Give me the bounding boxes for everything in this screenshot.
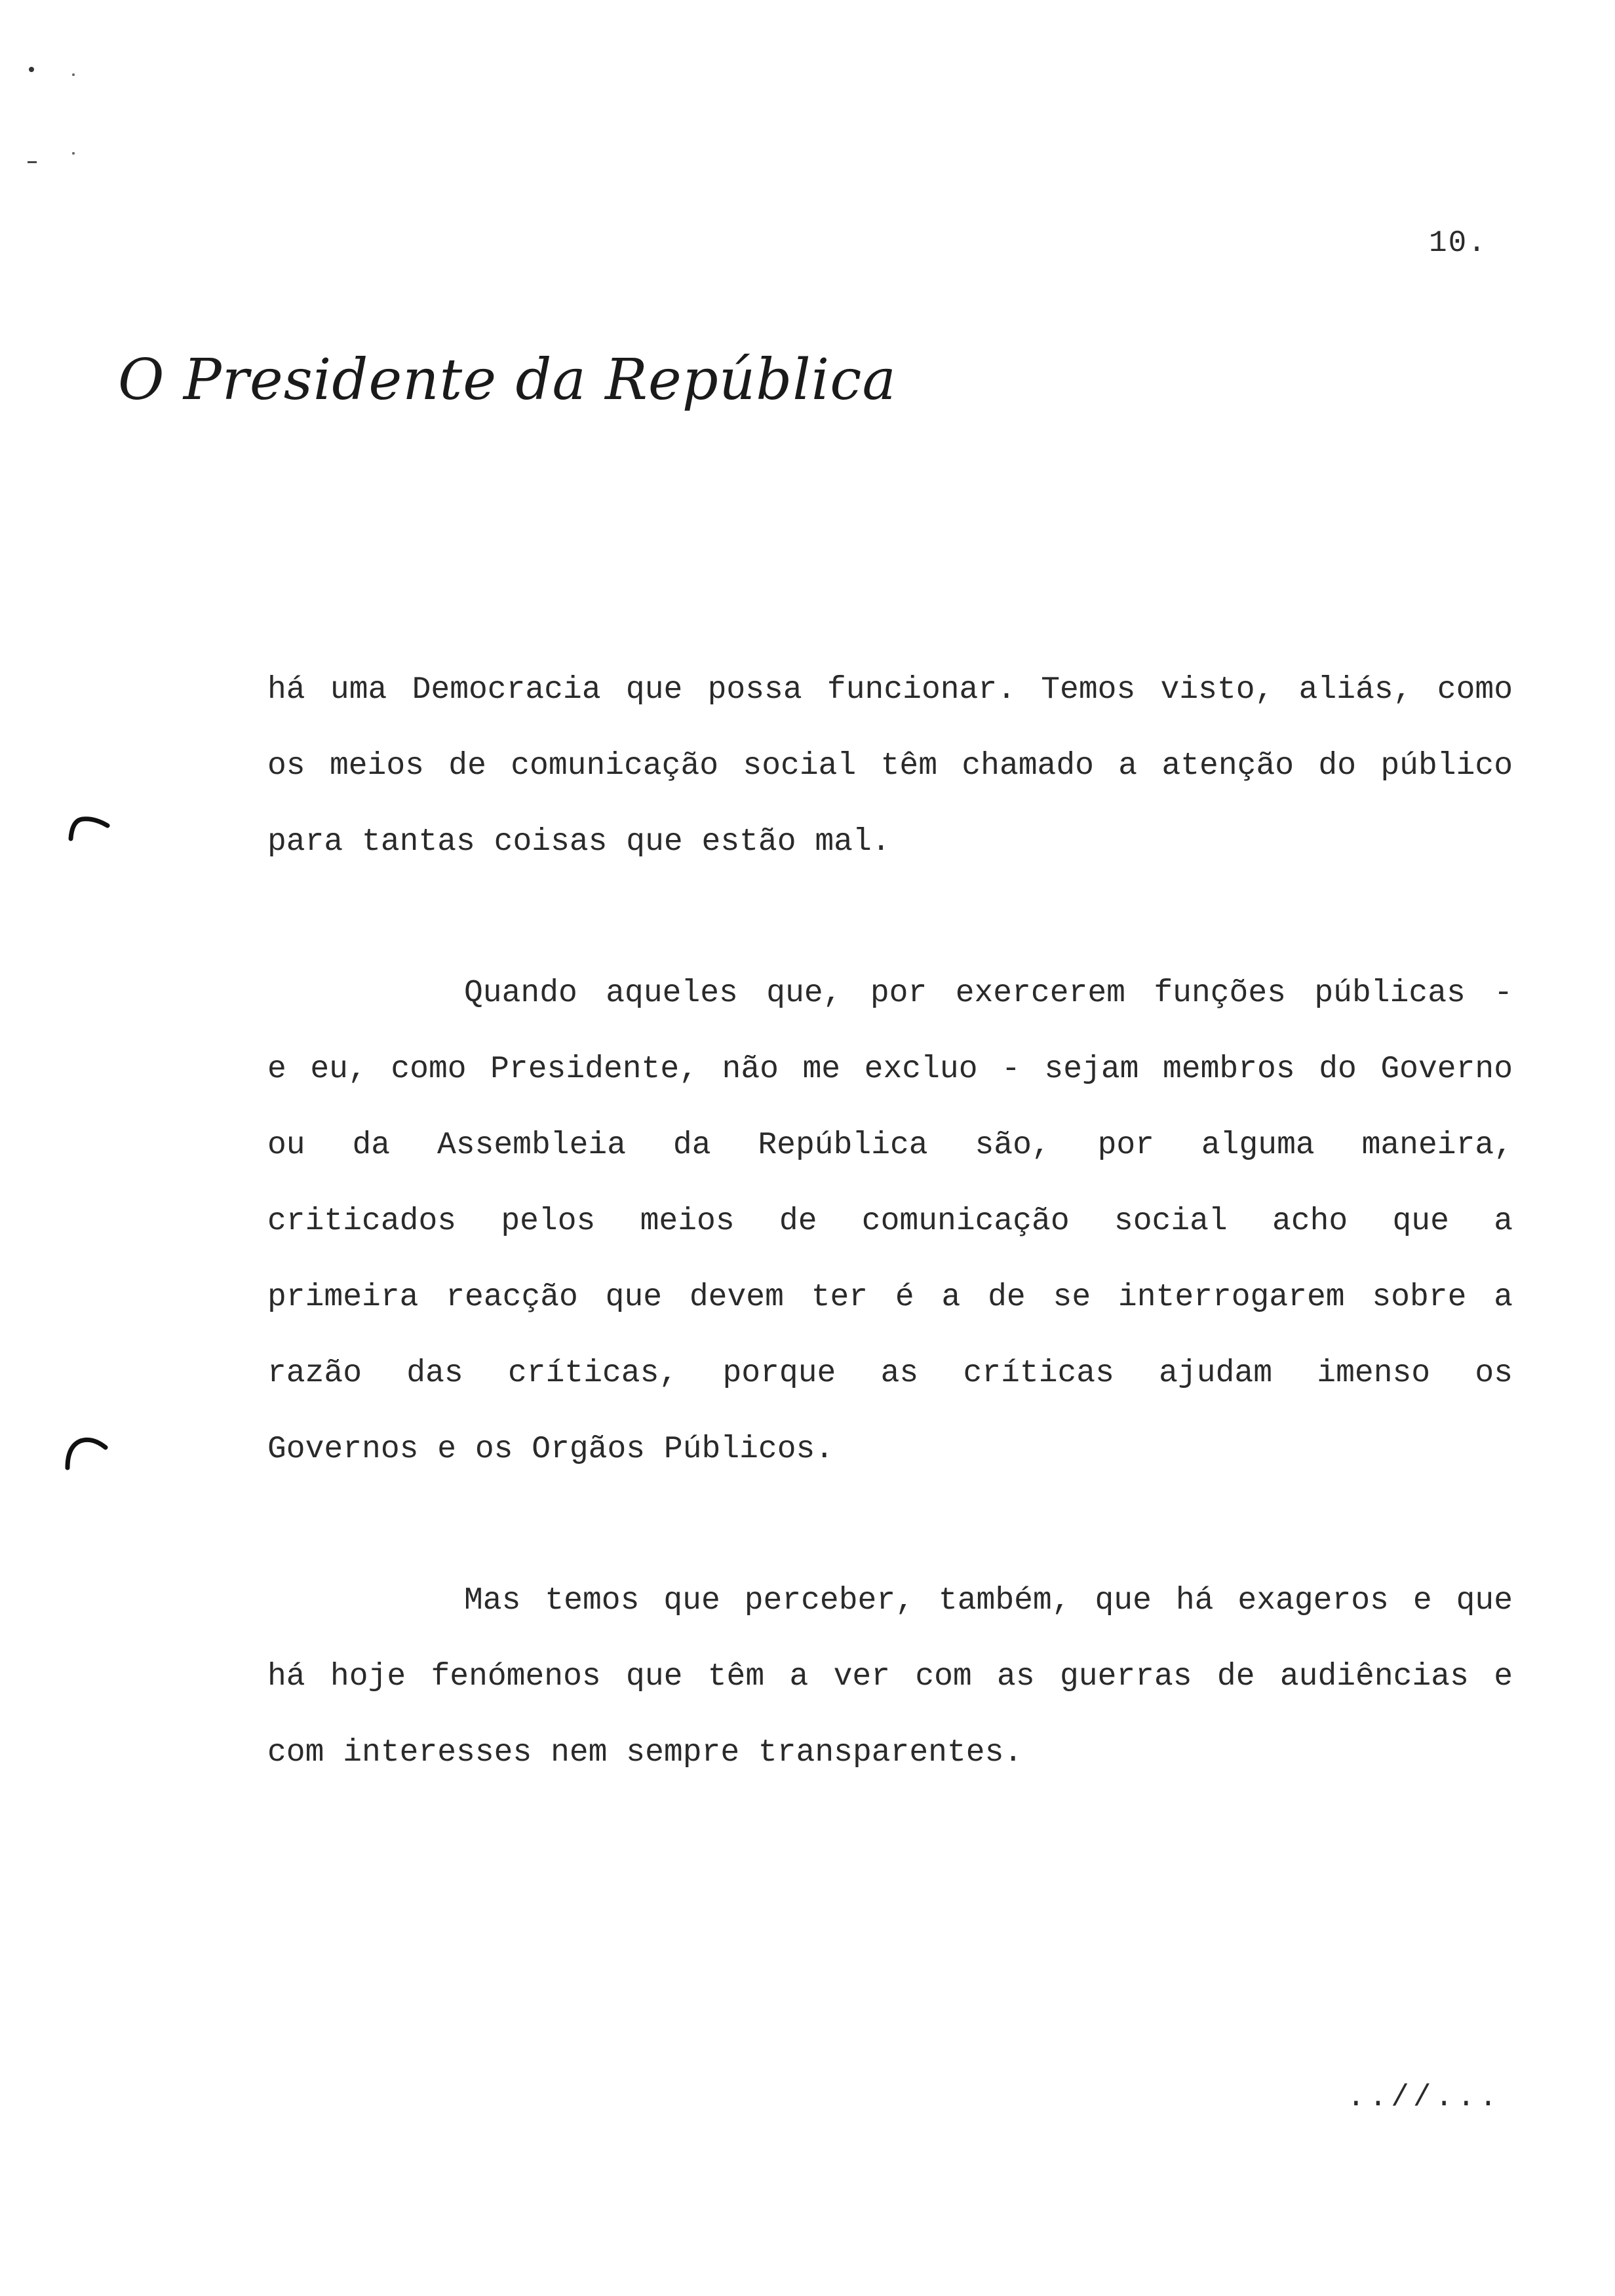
scan-speck-top — [26, 66, 85, 170]
letterhead-signature: O Presidente da República — [118, 347, 897, 413]
paragraph — [267, 652, 1513, 880]
margin-bracket-mark-2 — [62, 1432, 115, 1471]
text-line: primeira reacção que devem ter é a de se interrogarem sobre a — [267, 1280, 1513, 1315]
text-line: há hoje fenómenos que têm a ver com as guerras de audiências e — [267, 1659, 1513, 1694]
text-line: Governos e os Orgãos Públicos. — [267, 1432, 834, 1467]
text-line: os meios de comunicação social têm chamado a atenção do público — [267, 748, 1513, 784]
paragraph — [267, 1563, 1513, 1791]
text-line: ou da Assembleia da República são, por alguma maneira, — [267, 1128, 1513, 1163]
text-line: com interesses nem sempre transparentes. — [267, 1735, 1023, 1770]
paragraph — [267, 955, 1513, 1487]
text-line: Quando aqueles que, por exercerem funções públicas - — [464, 976, 1513, 1011]
text-line: razão das críticas, porque as críticas ajudam imenso os — [267, 1356, 1513, 1391]
text-line: e eu, como Presidente, não me excluo - sejam membros do Governo — [267, 1052, 1513, 1087]
paragraph-spacer — [267, 880, 1513, 955]
paragraph-spacer — [267, 1487, 1513, 1563]
letter-body — [267, 652, 1513, 1791]
continuation-mark: ..//... — [1347, 2080, 1502, 2114]
margin-bracket-mark-1 — [66, 813, 118, 845]
text-line: Mas temos que perceber, também, que há exageros e que — [464, 1583, 1513, 1618]
text-line: criticados pelos meios de comunicação social acho que a — [267, 1204, 1513, 1239]
text-line: para tantas coisas que estão mal. — [267, 824, 891, 860]
page-number: 10. — [1429, 226, 1487, 260]
text-line: há uma Democracia que possa funcionar. Temos visto, aliás, como — [267, 672, 1513, 708]
